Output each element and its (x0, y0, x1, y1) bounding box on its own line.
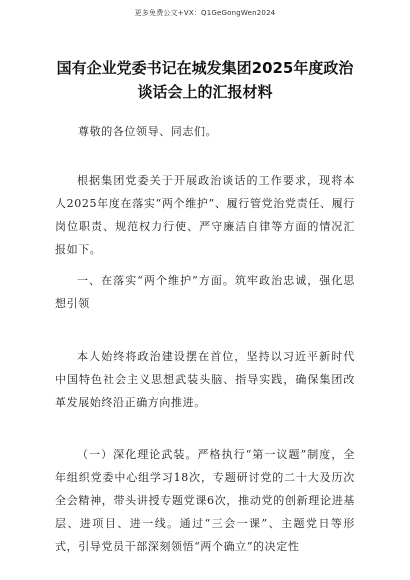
paragraph-intro: 根据集团党委关于开展政治谈话的工作要求，现将本人2025年度在落实“两个维护”、履行管党治党责任、履行岗位职责、规范权力行使、严守廉洁自律等方面的情况汇报如下。 (55, 174, 355, 256)
greeting: 尊敬的各位领导、同志们。 (78, 125, 218, 138)
document-title: 国有企业党委书记在城发集团2025年度政治谈话会上的汇报材料 (56, 59, 354, 101)
section-heading-1: 一、在落实“两个维护”方面。筑牢政治忠诚，强化思想引领 (55, 274, 355, 310)
paragraph-subsection-1: （一）深化理论武装。严格执行“第一议题”制度，全年组织党委中心组学习18次，专题研讨党的二十大及历次全会精神，带头讲授专题党课6次，推动党的创新理论进基层、进项目、进一线。通过“三会一课”、主题党日等形式，引导党员干部深刻领悟“两个确立”的决定性 (55, 448, 355, 553)
header-note: 更多免费公文+VX：Q1GeGongWen2024 (134, 9, 276, 17)
paragraph-section-1: 本人始终将政治建设摆在首位，坚持以习近平新时代中国特色社会主义思想武装头脑、指导实践，确保集团改革发展始终沿正确方向推进。 (55, 350, 355, 409)
